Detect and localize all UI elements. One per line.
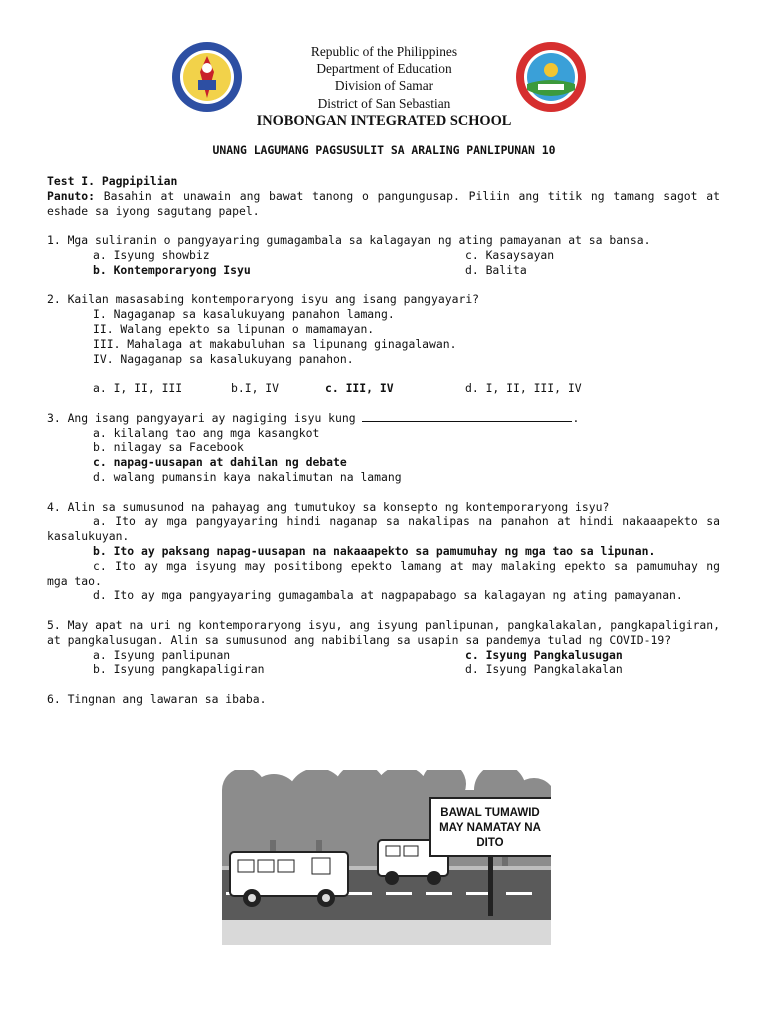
district-line: District of San Sebastian — [317, 95, 451, 111]
question-6: 6. Tingnan ang lawaran sa ibaba. — [47, 691, 267, 706]
q2-item-i: I. Nagaganap sa kasalukuyang panahon lamang. — [93, 307, 395, 322]
q2-option-d: d. I, II, III, IV — [465, 381, 582, 396]
q5-option-d: d. Isyung Pangkalakalan — [465, 662, 623, 677]
instruction-text: Basahin at unawain ang bawat tanong o pangungusap. Piliin ang titik ng tamang sagot at eshade sa iyong sagutang papel. — [47, 188, 720, 218]
exam-content — [47, 174, 720, 707]
question-2: 2. Kailan masasabing kontemporaryong isyu ang isang pangyayari? — [47, 292, 480, 307]
q3-option-c: c. napag-uusapan at dahilan ng debate — [93, 455, 347, 470]
q3-option-a: a. kilalang tao ang mga kasangkot — [93, 425, 320, 440]
instruction-label: Panuto: — [47, 188, 96, 203]
question-5: 5. May apat na uri ng kontemporaryong isyu, ang isyung panlipunan, pangkalakalan, pangkapaligiran, at pangkalusugan. Alin sa sumusunod ang nabibilang sa usapin sa pandemya tulad ng COVID-19? — [47, 617, 720, 647]
q2-option-c: c. III, IV — [325, 381, 394, 396]
instructions — [47, 189, 720, 219]
q1-options-row1 — [47, 248, 720, 263]
q5-option-a: a. Isyung panlipunan — [93, 647, 231, 662]
q3-end: . — [572, 410, 580, 425]
test-heading: Test I. Pagpipilian — [47, 174, 178, 188]
q2-item-iv: IV. Nagaganap sa kasalukuyang panahon. — [93, 351, 354, 366]
q5-option-c: c. Isyung Pangkalusugan — [465, 647, 623, 662]
q4-option-c: c. Ito ay mga isyung may positibong epekto lamang at may malaking epekto sa pamumuhay ng mga tao. — [47, 558, 720, 588]
q5-option-b: b. Isyung pangkapaligiran — [93, 662, 265, 677]
sign-line-1: BAWAL TUMAWID — [440, 807, 540, 819]
q2-item-ii: II. Walang epekto sa lipunan o mamamayan. — [93, 321, 375, 336]
q4-option-a: a. Ito ay mga pangyayaring hindi naganap sa nakalipas na panahon at hindi nakaaapekto sa kasalukuyan. — [47, 514, 720, 544]
q2-item-iii: III. Mahalaga at makabuluhan sa lipunang ginagalawan. — [93, 336, 457, 351]
republic-line: Republic of the Philippines — [310, 44, 458, 59]
sign-line-3: DITO — [476, 837, 504, 849]
ground — [222, 920, 551, 945]
q5-options-row1 — [47, 648, 720, 663]
question-4: 4. Alin sa sumusunod na pahayag ang tumutukoy sa konsepto ng kontemporaryong isyu? — [47, 499, 610, 514]
department-line: Department of Education — [316, 61, 452, 77]
division-line: Division of Samar — [334, 78, 434, 94]
exam-title: UNANG LAGUMANG PAGSUSULIT SA ARALING PANLIPUNAN 10 — [212, 143, 556, 157]
road-sign-illustration — [222, 770, 551, 945]
q1-options-row2 — [47, 263, 720, 278]
q2-option-b: b.I, IV — [231, 381, 280, 396]
q1-option-a: a. Isyung showbiz — [93, 247, 210, 262]
question-1: 1. Mga suliranin o pangyayaring gumagambala sa kalagayan ng ating pamayanan at sa bansa. — [47, 233, 651, 248]
question-3 — [47, 411, 720, 426]
q3-stem: 3. Ang isang pangyayari ay nagiging isyu kung — [47, 410, 356, 425]
q5-options-row2 — [47, 662, 720, 677]
q2-option-a: a. I, II, III — [93, 381, 183, 396]
q3-blank — [362, 411, 572, 422]
sign-line-2: MAY NAMATAY NA — [439, 822, 541, 834]
q2-options — [47, 381, 720, 396]
q1-option-d: d. Balita — [465, 262, 527, 277]
q4-option-d: d. Ito ay mga pangyayaring gumagambala at nagpapabago sa kalagayan ng ating pamayanan. — [93, 588, 683, 603]
q1-option-b: b. Kontemporaryong Isyu — [93, 262, 251, 277]
q1-option-c: c. Kasaysayan — [465, 247, 555, 262]
q3-option-b: b. nilagay sa Facebook — [93, 440, 244, 455]
q4-option-b: b. Ito ay paksang napag-uusapan na nakaaapekto sa pamumuhay ng mga tao sa lipunan. — [93, 543, 656, 558]
header-text — [0, 43, 768, 130]
document-header — [0, 40, 768, 129]
q3-option-d: d. walang pumansin kaya nakalimutan na lamang — [93, 469, 402, 484]
school-name: INOBONGAN INTEGRATED SCHOOL — [256, 112, 512, 129]
